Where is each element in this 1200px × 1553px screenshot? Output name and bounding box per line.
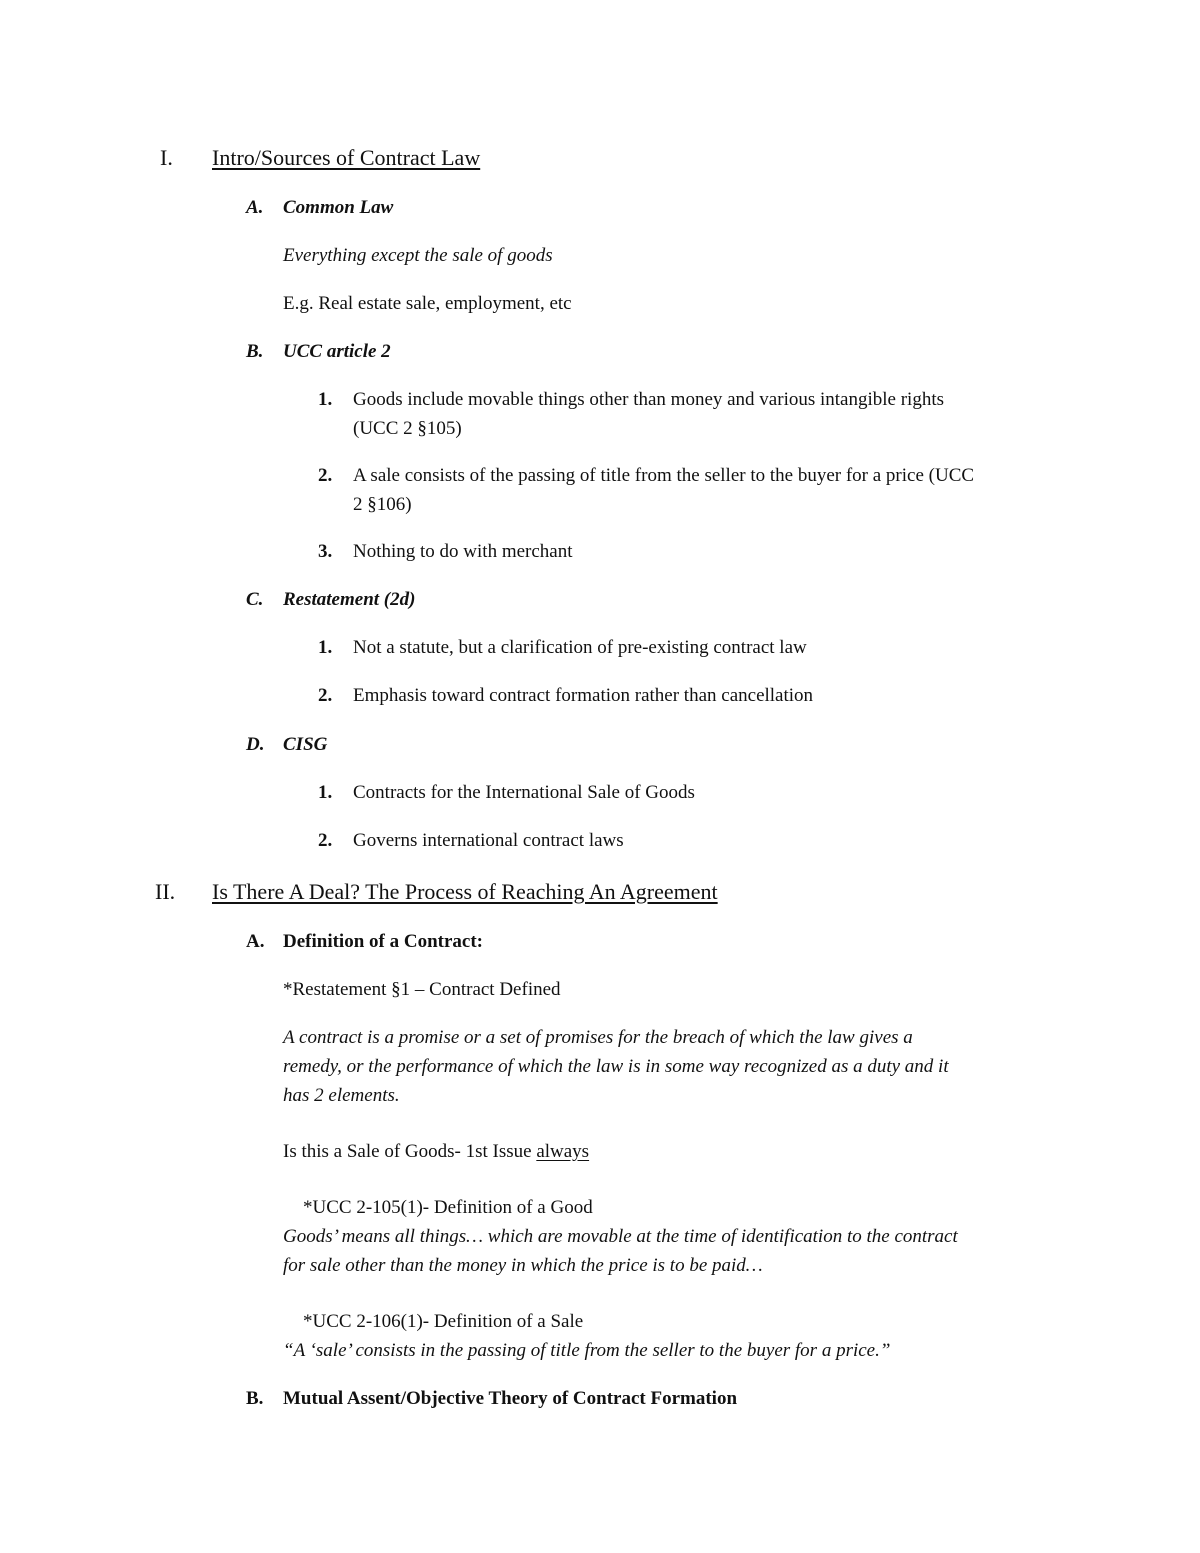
list-item-number: 2. bbox=[318, 685, 333, 706]
subsection-letter-a: A. bbox=[246, 197, 264, 218]
section-2-title: Is There A Deal? The Process of Reaching An Agreement bbox=[212, 879, 718, 904]
sale-of-goods-issue bbox=[283, 1138, 589, 1166]
list-item-text: Emphasis toward contract formation rather than cancellation bbox=[353, 685, 814, 706]
good-definition-line: for sale other than the money in which the price is to be paid… bbox=[283, 1255, 763, 1276]
sale-definition-quote: “A ‘sale’ consists in the passing of title from the seller to the buyer for a price.” bbox=[283, 1340, 891, 1361]
subsection-letter-b: B. bbox=[246, 1388, 264, 1409]
section-1-numeral: I. bbox=[160, 145, 173, 170]
subsection-title-cisg: CISG bbox=[283, 734, 328, 755]
list-item-number: 3. bbox=[318, 541, 333, 562]
list-item-number: 2. bbox=[318, 465, 333, 486]
section-2-numeral: II. bbox=[155, 879, 176, 904]
contract-definition-line: remedy, or the performance of which the law is in some way recognized as a duty and it bbox=[283, 1056, 949, 1077]
list-item-text: Not a statute, but a clarification of pre-existing contract law bbox=[353, 637, 807, 658]
subsection-letter-a: A. bbox=[246, 931, 265, 952]
subsection-letter-c: C. bbox=[246, 589, 264, 610]
issue-emphasis: always bbox=[536, 1141, 590, 1162]
list-item-text: A sale consists of the passing of title from the seller to the buyer for a price (UCC bbox=[353, 465, 975, 486]
common-law-examples: E.g. Real estate sale, employment, etc bbox=[283, 293, 572, 314]
common-law-scope: Everything except the sale of goods bbox=[283, 245, 553, 266]
section-1-title: Intro/Sources of Contract Law bbox=[212, 145, 481, 170]
subsection-title-mutual-assent: Mutual Assent/Objective Theory of Contract Formation bbox=[283, 1388, 738, 1409]
list-item-number: 1. bbox=[318, 782, 333, 803]
ucc-good-reference: *UCC 2-105(1)- Definition of a Good bbox=[303, 1197, 593, 1218]
subsection-title-definition-of-contract: Definition of a Contract: bbox=[283, 931, 483, 952]
subsection-title-common-law: Common Law bbox=[283, 197, 394, 218]
restatement-reference: *Restatement §1 – Contract Defined bbox=[283, 979, 561, 1000]
list-item-text-continued: (UCC 2 §105) bbox=[353, 418, 462, 439]
list-item-text: Governs international contract laws bbox=[353, 830, 624, 851]
list-item-number: 2. bbox=[318, 830, 333, 851]
list-item-number: 1. bbox=[318, 637, 333, 658]
ucc-sale-reference: *UCC 2-106(1)- Definition of a Sale bbox=[303, 1311, 584, 1332]
issue-text: Is this a Sale of Goods- 1st Issue bbox=[283, 1141, 537, 1162]
subsection-letter-b: B. bbox=[246, 341, 264, 362]
list-item-text: Goods include movable things other than money and various intangible rights bbox=[353, 389, 945, 410]
list-item-text-continued: 2 §106) bbox=[353, 494, 412, 515]
list-item-text: Nothing to do with merchant bbox=[353, 541, 573, 562]
subsection-title-restatement: Restatement (2d) bbox=[283, 589, 416, 610]
good-definition-line: Goods’ means all things… which are movable at the time of identification to the contract bbox=[283, 1226, 958, 1247]
subsection-letter-d: D. bbox=[246, 734, 265, 755]
list-item-number: 1. bbox=[318, 389, 333, 410]
subsection-title-ucc-article-2: UCC article 2 bbox=[283, 341, 391, 362]
contract-definition-line: A contract is a promise or a set of promises for the breach of which the law gives a bbox=[283, 1027, 913, 1048]
list-item-text: Contracts for the International Sale of Goods bbox=[353, 782, 695, 803]
contract-definition-line: has 2 elements. bbox=[283, 1085, 400, 1106]
